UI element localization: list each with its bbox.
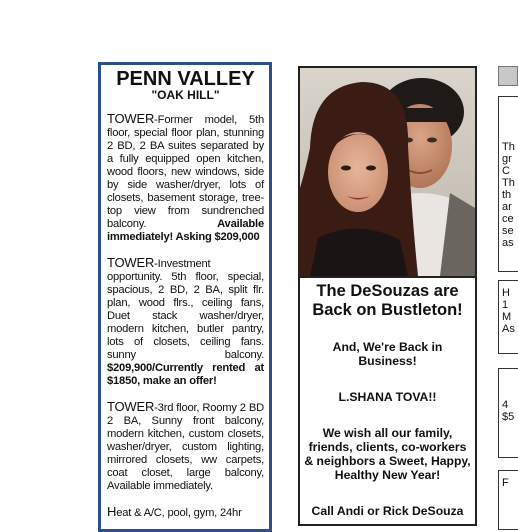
fragment-text: 4	[502, 399, 509, 411]
entry-keyword: H	[107, 504, 117, 519]
entry-highlight: $209,900/Currently rented at $1850, make an offer!	[107, 362, 264, 387]
fragment-text: Th	[502, 141, 515, 153]
entry-text: -3rd floor, Roomy 2 BD 2 BA, Sunny front balcony, modern kitchen, custom closets, washer/dryer, custom lighting, mirrored closets, ww carpets, coat closet, large balcony, Available immediately.	[107, 402, 264, 492]
fragment-text: Th	[502, 177, 515, 189]
right-column-box	[498, 280, 518, 354]
fragment-text: C	[502, 165, 510, 177]
ad-shana-tova: L.SHANA TOVA!!	[338, 390, 437, 404]
fragment-text: $5	[502, 411, 515, 423]
entry-keyword: TOWER	[107, 255, 155, 270]
fragment-text: 1	[502, 299, 509, 311]
fragment-text: H	[502, 287, 510, 299]
entry-highlight: Available immediately! Asking $209,000	[107, 218, 264, 243]
listing-entry	[107, 112, 264, 244]
penn-valley-listing-ad	[98, 62, 272, 532]
fragment-text: F	[502, 477, 509, 489]
couple-photo	[300, 68, 475, 278]
right-column-box	[498, 96, 518, 272]
desouza-announcement-ad	[298, 66, 477, 526]
ad-contact: Call Andi or Rick DeSouza	[311, 504, 464, 518]
fragment-text: th	[502, 189, 512, 201]
right-column-fragment	[498, 66, 518, 526]
entry-text: -Investment opportunity. 5th floor, special, spacious, 2 BD, 2 BA, split flr. plan, wood flrs., ceiling fans, Duet stack washer/dryer, modern kitchen, butler pantry, lots of closets, ceiling fans. sunny balcony.	[107, 258, 264, 361]
listing-title: PENN VALLEY	[116, 68, 255, 90]
right-column-box	[498, 368, 518, 458]
right-column-header-bar	[498, 66, 518, 86]
fragment-text: gr	[502, 153, 512, 165]
listing-entry	[107, 505, 264, 520]
fragment-text: se	[502, 225, 514, 237]
couple-photo-image	[300, 68, 475, 276]
ad-headline: The DeSouzas are Back on Bustleton!	[312, 282, 463, 319]
fragment-text: M	[502, 311, 512, 323]
fragment-text: as	[502, 237, 514, 249]
listing-entry	[107, 256, 264, 388]
entry-keyword: TOWER	[107, 111, 155, 126]
listing-entry	[107, 400, 264, 493]
ad-wishes: We wish all our family, friends, clients, co-workers & neighbors a Sweet, Happy, Healthy New Year!	[304, 426, 471, 482]
fragment-text: ce	[502, 213, 514, 225]
entry-keyword: TOWER	[107, 399, 155, 414]
listing-subtitle: "OAK HILL"	[151, 88, 220, 102]
entry-text: -Former model, 5th floor, special floor plan, stunning 2 BD, 2 BA suites separated by a fully equipped open kitchen, wood floors, new windows, side by side washer/dryer, lots of closets, basement storage, tree-top view from sundrenched balcony.	[107, 114, 264, 230]
fragment-text: As	[502, 323, 515, 335]
ad-back-in-business: And, We're Back in Business!	[332, 340, 443, 368]
entry-text: eat & A/C, pool, gym, 24hr	[116, 507, 242, 519]
fragment-text: ar	[502, 201, 512, 213]
right-column-box	[498, 470, 518, 530]
